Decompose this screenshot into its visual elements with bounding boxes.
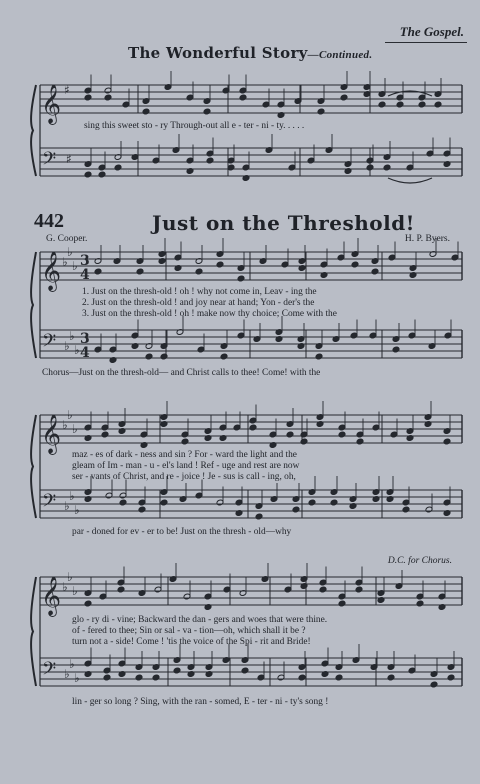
treble-clef-icon: 𝄞 — [41, 84, 62, 124]
note-head — [387, 674, 395, 681]
note-head — [249, 424, 257, 431]
note-head — [173, 667, 181, 674]
note-head — [430, 681, 438, 688]
note-head — [351, 261, 359, 268]
verse-line: glo - ry di - vine; Backward the dan - gers and woes that were thine. — [72, 615, 328, 625]
flat-icon: ♭ — [64, 499, 70, 513]
note-head — [396, 101, 404, 108]
note-head — [298, 674, 306, 681]
note-head — [434, 101, 442, 108]
note-head — [443, 438, 451, 445]
note-head — [392, 346, 400, 353]
flat-icon: ♭ — [72, 584, 78, 598]
hymn-title: Just on the Threshold! — [152, 211, 415, 235]
note-head — [355, 586, 363, 593]
flat-icon: ♭ — [69, 489, 75, 503]
note-head — [286, 431, 294, 438]
flat-icon: ♭ — [62, 255, 68, 269]
note-head — [241, 667, 249, 674]
note-head — [338, 600, 346, 607]
time-signature: 3 — [80, 331, 90, 347]
note-head — [319, 586, 327, 593]
flat-icon: ♭ — [72, 422, 78, 436]
note-head — [206, 157, 214, 164]
note-head — [142, 108, 150, 115]
note-head — [104, 94, 112, 101]
slur — [388, 178, 432, 183]
chorus-line: par - doned for ev - er to be! Just on the thresh - old—why — [72, 527, 292, 537]
treble-clef-icon: 𝄞 — [41, 576, 62, 616]
note-head — [152, 674, 160, 681]
note-head — [181, 438, 189, 445]
flat-icon: ♭ — [69, 657, 75, 671]
note-head — [114, 164, 122, 171]
flat-icon: ♭ — [62, 580, 68, 594]
note-head — [160, 499, 168, 506]
note-head — [136, 268, 144, 275]
chorus-line: Chorus—Just on the thresh-old— and Christ calls to thee! Come! with the — [42, 368, 321, 378]
time-signature: 4 — [80, 345, 90, 361]
note-head — [84, 600, 92, 607]
note-head — [135, 674, 143, 681]
top-lyrics: sing this sweet sto - ry Through-out all e - ter - ni - ty. . . . . — [84, 121, 305, 131]
section-header: The Gospel. — [399, 24, 464, 39]
time-signature: 3 — [80, 253, 90, 269]
note-head — [383, 164, 391, 171]
note-head — [98, 171, 106, 178]
bass-clef-icon: 𝄢 — [42, 491, 57, 516]
dc-instruction: D.C. for Chorus. — [387, 556, 452, 566]
brace — [31, 85, 36, 176]
verse-line: turn not a - side! Come ! 'tis the voice of the Spi - rit and Bride! — [72, 637, 311, 647]
note-head — [84, 171, 92, 178]
sharp-icon: ♯ — [64, 83, 70, 97]
note-head — [239, 94, 247, 101]
chorus-line: lin - ger so long ? Sing, with the ran - somed, E - ter - ni - ty's song ! — [72, 697, 329, 707]
brace — [31, 577, 36, 686]
verse-line: gleam of Im - man - u - el's land ! Ref - uge and rest are now — [72, 461, 300, 471]
bass-clef-icon: 𝄢 — [42, 149, 57, 174]
note-head — [195, 268, 203, 275]
treble-clef-icon: 𝄞 — [41, 414, 62, 454]
continued-suffix: —Continued. — [307, 49, 373, 61]
verse-line: maz - es of dark - ness and sin ? For - ward the light and the — [72, 450, 297, 460]
note-head — [216, 261, 224, 268]
flat-icon: ♭ — [69, 329, 75, 343]
verse-line: 2. Just on the thresh-old ! and joy near at hand; Yon - der's the — [82, 298, 315, 308]
note-head — [117, 586, 125, 593]
note-head — [255, 513, 263, 520]
note-head — [119, 499, 127, 506]
flat-icon: ♭ — [72, 259, 78, 273]
note-head — [366, 164, 374, 171]
note-head — [330, 499, 338, 506]
flat-icon: ♭ — [62, 418, 68, 432]
note-head — [308, 499, 316, 506]
note-head — [160, 353, 168, 360]
flat-icon: ♭ — [64, 339, 70, 353]
note-head — [315, 353, 323, 360]
note-head — [416, 600, 424, 607]
note-head — [356, 438, 364, 445]
sharp-icon: ♯ — [66, 152, 72, 166]
note-head — [138, 506, 146, 513]
flat-icon: ♭ — [67, 245, 73, 259]
verse-line: 1. Just on the thresh-old ! oh ! why not come in, Leav - ing the — [82, 287, 317, 297]
note-head — [103, 674, 111, 681]
note-head — [378, 101, 386, 108]
note-head — [220, 353, 228, 360]
treble-clef-icon: 𝄞 — [41, 251, 62, 291]
note-head — [84, 94, 92, 101]
brace — [31, 415, 36, 518]
time-signature: 4 — [80, 267, 90, 283]
continued-title-text: The Wonderful Story — [128, 44, 308, 62]
flat-icon: ♭ — [74, 503, 80, 517]
note-head — [94, 268, 102, 275]
note-head — [371, 268, 379, 275]
note-head — [418, 101, 426, 108]
note-head — [203, 108, 211, 115]
flat-icon: ♭ — [64, 667, 70, 681]
flat-icon: ♭ — [74, 343, 80, 357]
words-credit: G. Cooper. — [46, 234, 88, 244]
flat-icon: ♭ — [67, 408, 73, 422]
note-head — [402, 506, 410, 513]
note-head — [292, 506, 300, 513]
note-head — [145, 353, 153, 360]
bass-clef-icon: 𝄢 — [42, 331, 57, 356]
note-head — [317, 108, 325, 115]
verse-line: 3. Just on the thresh-old ! oh ! make now thy choice; Come with the — [82, 309, 337, 319]
hymn-number: 442 — [34, 210, 64, 232]
verse-line: ser - vants of Christ, and re - joice ! Je - sus is call - ing, oh, — [72, 472, 296, 482]
note-head — [338, 431, 346, 438]
note-head — [335, 674, 343, 681]
note-head — [237, 275, 245, 282]
verse-line: of - fered to thee; Sin or sal - va - tion—oh, which shall it be ? — [72, 626, 306, 636]
bass-clef-icon: 𝄢 — [42, 659, 57, 684]
note-head — [447, 674, 455, 681]
note-head — [340, 94, 348, 101]
music-credit: H. P. Byers. — [404, 234, 450, 244]
brace — [31, 252, 36, 358]
flat-icon: ♭ — [74, 671, 80, 685]
note-head — [300, 438, 308, 445]
note-head — [101, 431, 109, 438]
flat-icon: ♭ — [67, 570, 73, 584]
